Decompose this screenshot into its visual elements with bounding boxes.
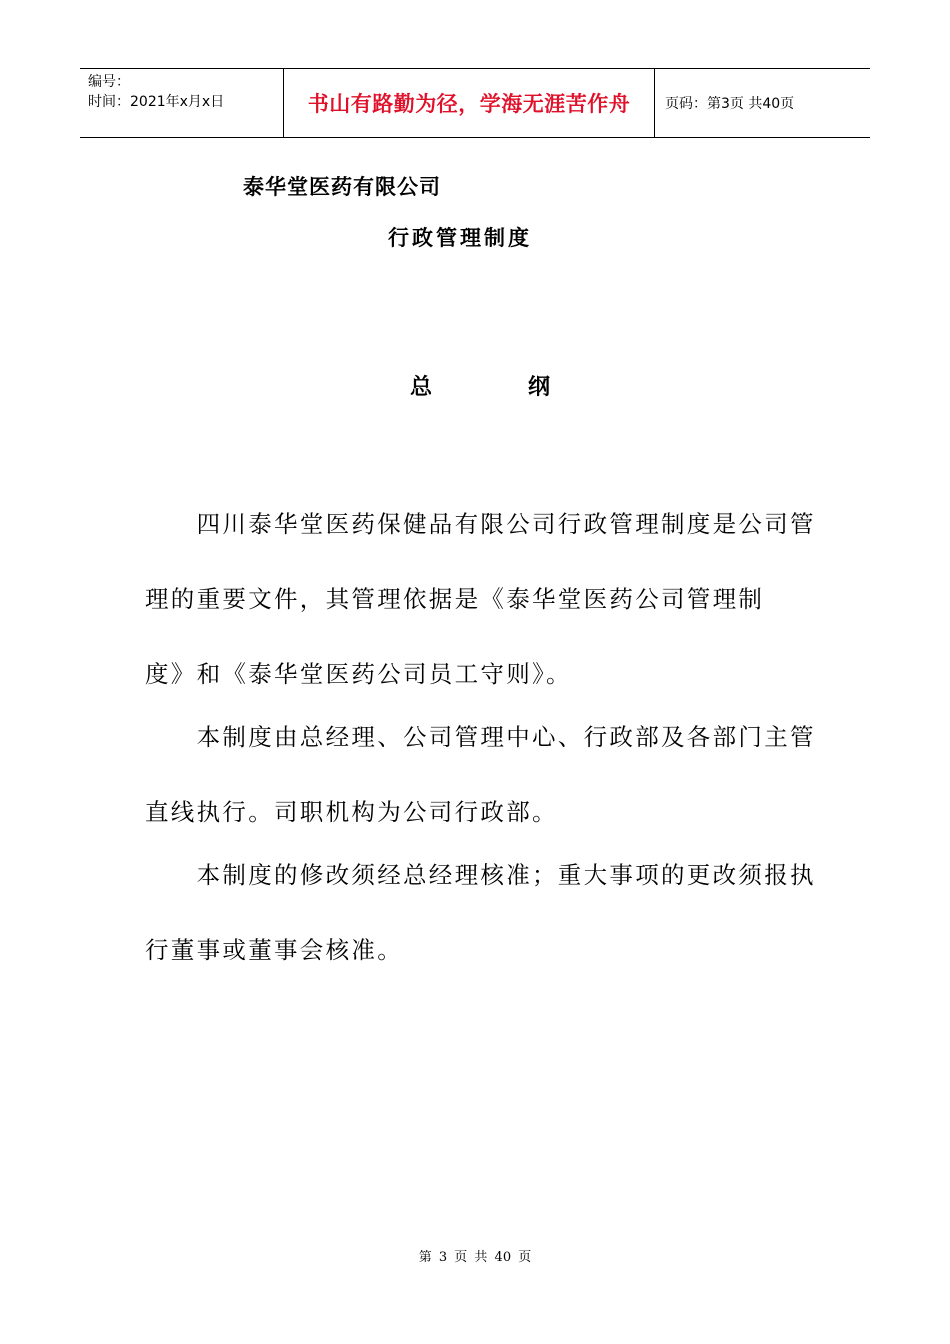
document-title: 行政管理制度 <box>388 226 532 250</box>
paragraph-line: 度》和《泰华堂医药公司员工守则》。 <box>145 660 572 688</box>
header-motto-cell <box>283 69 655 137</box>
number-label: 编号： <box>88 74 130 90</box>
page-code: 页码：第3页 共40页 <box>665 96 795 112</box>
section-title-char-2: 纲 <box>527 375 550 400</box>
motto-text: 书山有路勤为径，学海无涯苦作舟 <box>307 92 631 116</box>
paragraph-line: 理的重要文件，其管理依据是《泰华堂医药公司管理制 <box>145 585 765 613</box>
company-name: 泰华堂医药有限公司 <box>243 175 441 199</box>
paragraph-line: 本制度的修改须经总经理核准；重大事项的更改须报执 <box>145 861 816 889</box>
time-label: 时间：2021年x月x日 <box>88 94 225 110</box>
page-footer: 第 3 页 共 40 页 <box>418 1250 532 1265</box>
page-header <box>80 68 870 138</box>
paragraph-line: 直线执行。司职机构为公司行政部。 <box>145 798 558 826</box>
section-title <box>410 370 550 401</box>
paragraph-line: 行董事或董事会核准。 <box>145 936 403 964</box>
paragraph-line: 本制度由总经理、公司管理中心、行政部及各部门主管 <box>145 723 816 751</box>
header-meta-cell <box>80 69 283 137</box>
paragraph-line: 四川泰华堂医药保健品有限公司行政管理制度是公司管 <box>145 510 816 538</box>
section-title-char-1: 总 <box>410 375 433 400</box>
header-page-cell <box>655 69 870 137</box>
